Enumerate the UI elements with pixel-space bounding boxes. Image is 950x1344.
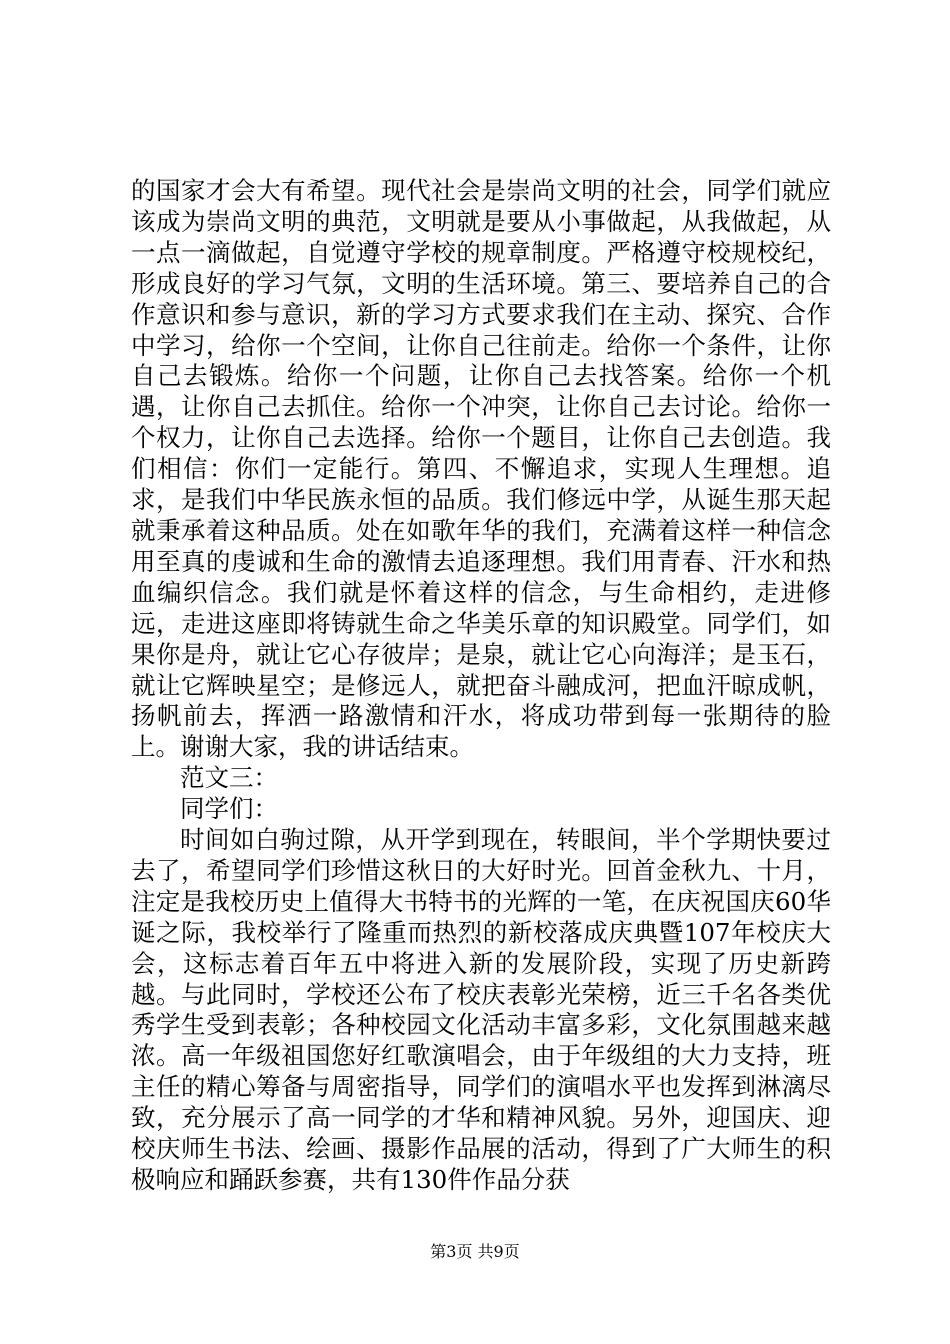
paragraph-salutation: 同学们： xyxy=(180,794,278,824)
document-body xyxy=(131,176,831,1196)
paragraph-sample-heading: 范文三： xyxy=(180,763,278,793)
page-number-label: 第3页 共9页 xyxy=(430,1242,520,1261)
paragraph-speech-body: 时间如白驹过隙，从开学到现在，转眼间，半个学期快要过去了，希望同学们珍惜这秋日的大好时光。回首金秋九、十月，注定是我校历史上值得大书特书的光辉的一笔，在庆祝国庆60华诞之际，我校举行了隆重而热烈的新校落成庆典暨107年校庆大会，这标志着百年五中将进入新的发展阶段，实现了历史新跨越。与此同时，学校还公布了校庆表彰光荣榜，近三千名各类优秀学生受到表彰；各种校园文化活动丰富多彩，文化氛围越来越浓。高一年级祖国您好红歌演唱会，由于年级组的大力支持，班主任的精心筹备与周密指导，同学们的演唱水平也发挥到淋漓尽致，充分展示了高一同学的才华和精神风貌。另外，迎国庆、迎校庆师生书法、绘画、摄影作品展的活动，得到了广大师生的积极响应和踊跃参赛，共有130件作品分获 xyxy=(131,825,831,1194)
page-footer xyxy=(0,1242,950,1262)
paragraph-speech-continuation: 的国家才会大有希望。现代社会是崇尚文明的社会，同学们就应该成为崇尚文明的典范，文明就是要从小事做起，从我做起，从一点一滴做起，自觉遵守学校的规章制度。严格遵守校规校纪，形成良好的学习气氛，文明的生活环境。第三、要培养自己的合作意识和参与意识，新的学习方式要求我们在主动、探究、合作中学习，给你一个空间，让你自己往前走。给你一个条件，让你自己去锻炼。给你一个问题，让你自己去找答案。给你一个机遇，让你自己去抓住。给你一个冲突，让你自己去讨论。给你一个权力，让你自己去选择。给你一个题目，让你自己去创造。我们相信：你们一定能行。第四、不懈追求，实现人生理想。追求，是我们中华民族永恒的品质。我们修远中学，从诞生那天起就秉承着这种品质。处在如歌年华的我们，充满着这样一种信念用至真的虔诚和生命的激情去追逐理想。我们用青春、汗水和热血编织信念。我们就是怀着这样的信念，与生命相约，走进修远，走进这座即将铸就生命之华美乐章的知识殿堂。同学们，如果你是舟，就让它心存彼岸；是泉，就让它心向海洋；是玉石，就让它辉映星空；是修远人，就把奋斗融成河，把血汗晾成帆，扬帆前去，挥洒一路激情和汗水，将成功带到每一张期待的脸上。谢谢大家，我的讲话结束。 xyxy=(131,176,831,762)
